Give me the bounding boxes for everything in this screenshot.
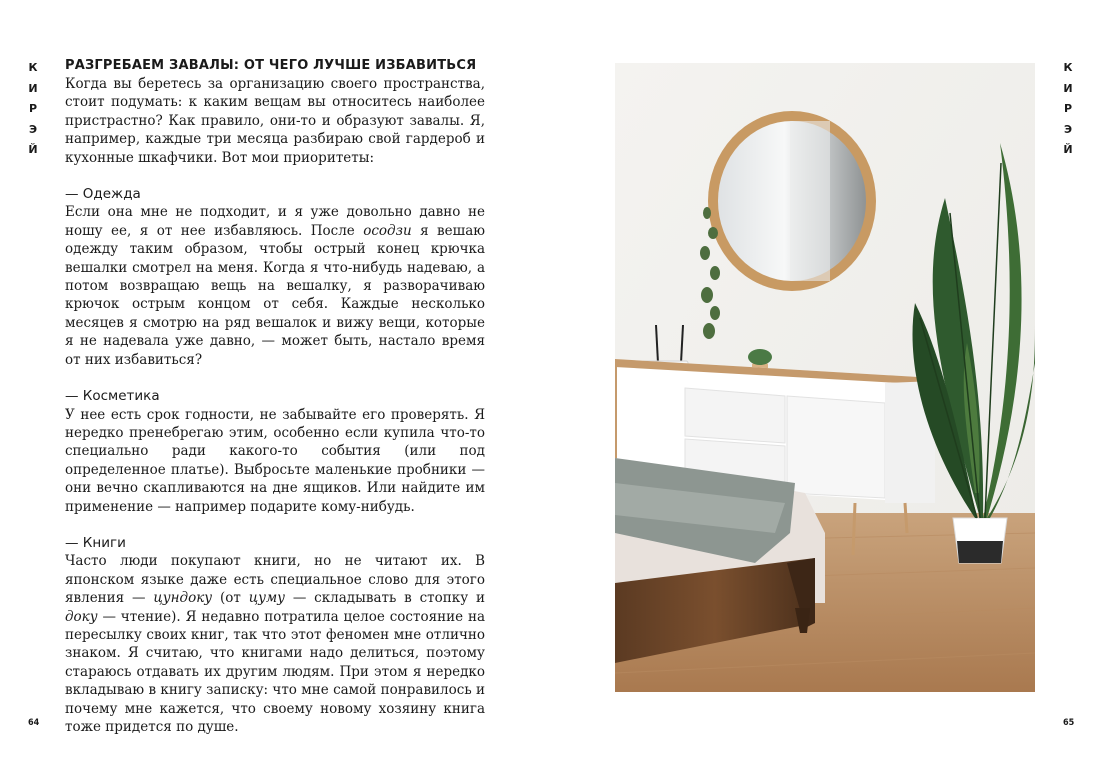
bedroom-photo bbox=[615, 63, 1035, 692]
term-doku: доку bbox=[65, 608, 98, 625]
term-tsundoku: цундоку bbox=[153, 590, 213, 607]
text-column bbox=[65, 57, 485, 736]
books-paragraph: Часто люди покупают книги, но не читают их. В японском языке даже есть специальное слово для этого явления — цундоку (от цуму — складывать в стопку и доку — чтение). Я недавно потратила целое состояние на пересылку своих книг, так что этот феномен мне отлично знаком. Я считаю, что книгами надо делиться, поэтому стараюсь отдавать их другим людям. При этом я нередко вкладываю в книгу записку: что мне самой понравилось и почему мне кажется, что своему новому хозяину книга тоже придется по душе. bbox=[65, 553, 485, 735]
section-heading: РАЗГРЕБАЕМ ЗАВАЛЫ: ОТ ЧЕГО ЛУЧШЕ ИЗБАВИТЬСЯ bbox=[65, 58, 477, 73]
author-side-label: К И Р Э Й bbox=[28, 61, 38, 156]
subheading-clothes: — Одежда bbox=[65, 186, 141, 203]
subheading-cosmetics: — Косметика bbox=[65, 388, 160, 405]
term-tsumu: цуму bbox=[248, 590, 285, 607]
page-number-left: 64 bbox=[28, 718, 40, 728]
page-number-right: 65 bbox=[1063, 718, 1075, 728]
subheading-books: — Книги bbox=[65, 534, 126, 551]
cosmetics-paragraph: У нее есть срок годности, не забывайте его проверять. Я нередко пренебрегаю этим, особенно если купила что-то специально ради какого-то события (или под определенное платье). Выбросьте маленькие пробники — они вечно скапливаются на дне ящиков. Или найдите им применение — например подарите кому-нибудь. bbox=[65, 406, 485, 515]
term-osodzi: осодзи bbox=[363, 222, 412, 239]
intro-paragraph: Когда вы беретесь за организацию своего пространства, стоит подумать: к каким вещам вы относитесь наиболее пристрастно? Как правило, они-то и образуют завалы. Я, например, каждые три месяца разбираю свой гардероб и кухонные шкафчики. Вот мои приоритеты: bbox=[65, 76, 485, 166]
author-side-label-right: К И Р Э Й bbox=[1063, 61, 1073, 156]
clothes-paragraph: Если она мне не подходит, и я уже довольно давно не ношу ее, я от нее избавляюсь. После осодзи я вешаю одежду таким образом, чтобы острый конец крючка вешалки смотрел на меня. Когда я что-нибудь надеваю, а потом возвращаю вещь на вешалку, я разворачиваю крючок острым концом от себя. Каждые несколько месяцев я смотрю на ряд вешалок и вижу вещи, которые я не надевала уже давно, — может быть, настало время от них избавиться? bbox=[65, 204, 485, 368]
bedroom-illustration bbox=[615, 63, 1035, 692]
